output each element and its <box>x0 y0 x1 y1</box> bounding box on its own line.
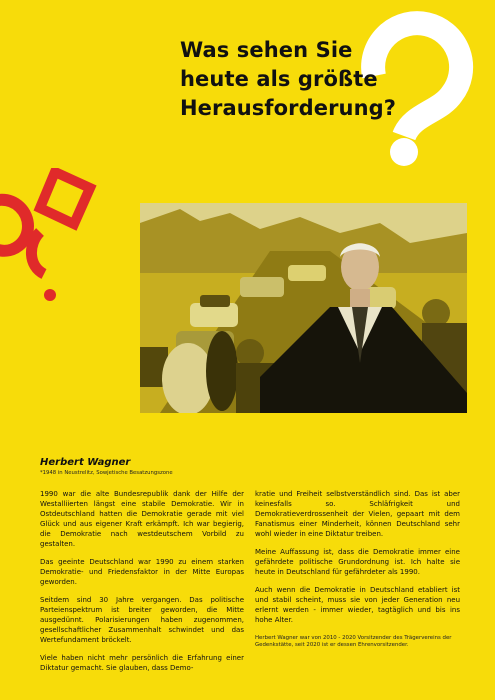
paragraph: Meine Auffassung ist, dass die Demokratie immer eine gefährdete politische Grundordnung ist. Ich halte sie heute in Deutschland für gefährdeter als 1990. <box>255 548 460 576</box>
paragraph: Seitdem sind 30 Jahre vergangen. Das politische Parteienspektrum ist breiter geworden, die Mitte ausgedünnt. Polarisierungen haben zugenommen, gesellschaftlicher Zusammenhalt schwindet und das Wertefundament bröckelt. <box>40 596 244 644</box>
headline <box>180 36 480 123</box>
headline-line: Herausforderung? <box>180 96 397 120</box>
photo-illustration <box>140 203 467 413</box>
text-column-left <box>40 489 244 681</box>
red-logo-icon <box>0 168 100 308</box>
text-column-right <box>255 489 460 658</box>
paragraph: 1990 war die alte Bundesrepublik dank der Hilfe der Westalliierten längst eine stabile Demokratie. Wir in Ostdeutschland hatten die Demokratie gerade mit viel Glück und aus eigener Kraft erkämpft. Ich war begierig, die Demokratie nach westdeutschem Vorbild zu gestalten. <box>40 490 244 548</box>
person-bio: *1948 in Neustrelitz, Sowjetische Besatzungszone <box>40 470 173 476</box>
headline-line: Was sehen Sie <box>180 38 353 62</box>
person-name: Herbert Wagner <box>40 457 131 468</box>
portrait-photo <box>140 203 467 413</box>
paragraph: Das geeinte Deutschland war 1990 zu einem starken Demokratie- und Friedensfaktor in der Mitte Europas geworden. <box>40 558 244 586</box>
paragraph: kratie und Freiheit selbstverständlich sind. Das ist aber keinesfalls so. Schläfrigkeit und Demokratieverdrossenheit der Vielen, gepaart mit dem Fanatismus einer Minderheit, können Deutschland sehr wohl wieder in eine Diktatur treiben. <box>255 490 460 538</box>
paragraph: Viele haben nicht mehr persönlich die Erfahrung einer Diktatur gemacht. Sie glauben, dass Demo- <box>40 654 244 672</box>
footnote: Herbert Wagner war von 2010 - 2020 Vorsitzender des Trägervereins der Gedenkstätte, seit 2020 ist er dessen Ehrenvorsitzender. <box>255 635 452 649</box>
headline-line: heute als größte <box>180 67 378 91</box>
paragraph: Auch wenn die Demokratie in Deutschland etabliert ist und stabil scheint, muss sie von jeder Generation neu erlernt werden - immer wieder, tagtäglich und bis ins hohe Alter. <box>255 586 460 624</box>
